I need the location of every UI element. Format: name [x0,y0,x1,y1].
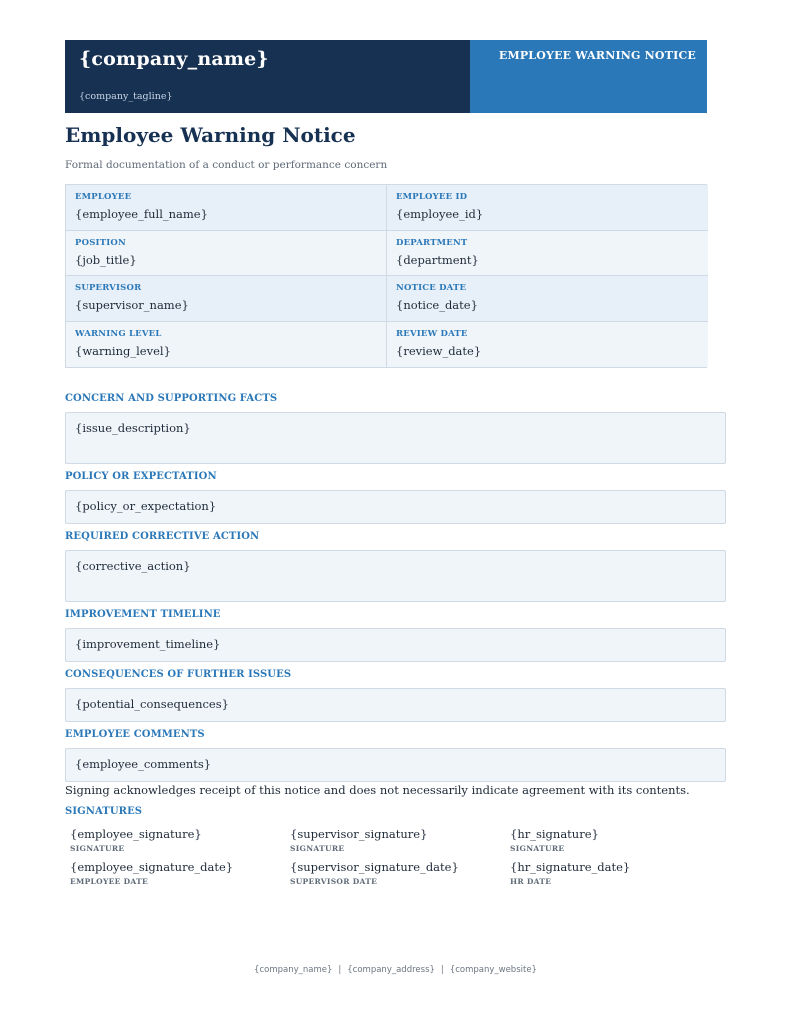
hr-signature: {hr_signature} [510,827,599,841]
signature-caption: SIGNATURE [510,844,565,853]
footer-company-name: {company_name} [254,965,333,975]
info-value: {supervisor_name} [75,298,189,313]
date-caption: SUPERVISOR DATE [290,877,378,886]
header-banner [65,40,707,113]
info-label: WARNING LEVEL [75,328,162,339]
info-label: DEPARTMENT [396,237,468,248]
info-label: POSITION [75,237,126,248]
section-box-concern: {issue_description} [65,412,726,464]
info-value: {department} [396,252,479,267]
acknowledgement-text: Signing acknowledges receipt of this notice and does not necessarily indicate agreement with its contents. [65,783,690,797]
date-caption: HR DATE [510,877,552,886]
info-cell-notice-date [387,276,708,322]
document-type-label: EMPLOYEE WARNING NOTICE [498,49,696,62]
company-name: {company_name} [79,48,269,70]
section-label-improvement-timeline: IMPROVEMENT TIMELINE [65,609,221,620]
info-label: REVIEW DATE [396,328,468,339]
company-tagline: {company_tagline} [79,91,173,102]
supervisor-signature: {supervisor_signature} [290,827,428,841]
header-company-panel [65,40,470,113]
signature-caption: SIGNATURE [70,844,125,853]
employee-signature-date: {employee_signature_date} [70,860,234,874]
info-label: EMPLOYEE ID [396,192,468,202]
section-box-corrective-action: {corrective_action} [65,550,726,602]
signatures-heading: SIGNATURES [65,806,143,817]
supervisor-signature-date: {supervisor_signature_date} [290,860,459,874]
info-label: NOTICE DATE [396,283,467,294]
page-subtitle: Formal documentation of a conduct or performance concern [65,159,388,171]
page-footer [0,965,791,975]
info-value: {employee_id} [396,207,484,221]
section-label-policy: POLICY OR EXPECTATION [65,471,217,482]
section-box-policy: {policy_or_expectation} [65,490,726,524]
signature-block-employee [70,827,285,886]
info-cell-employee-id [387,185,708,231]
footer-separator: | [338,965,342,975]
info-value: {warning_level} [75,343,171,358]
signature-caption: SIGNATURE [290,844,345,853]
section-label-corrective-action: REQUIRED CORRECTIVE ACTION [65,531,260,542]
employee-info-table [65,184,707,368]
info-value: {job_title} [75,252,137,267]
info-value: {employee_full_name} [75,207,208,221]
section-box-consequences: {potential_consequences} [65,688,726,722]
signature-block-supervisor [290,827,505,886]
footer-company-website: {company_website} [449,965,537,975]
info-value: {notice_date} [396,298,478,313]
signature-block-hr [510,827,725,886]
page-title: Employee Warning Notice [65,123,356,147]
section-box-improvement-timeline: {improvement_timeline} [65,628,726,662]
section-box-employee-comments: {employee_comments} [65,748,726,782]
info-cell-employee [66,185,387,231]
date-caption: EMPLOYEE DATE [70,877,148,886]
info-cell-review-date [387,322,708,368]
info-value: {review_date} [396,343,482,358]
section-label-concern: CONCERN AND SUPPORTING FACTS [65,393,278,404]
info-cell-supervisor [66,276,387,322]
info-cell-department [387,231,708,277]
section-label-employee-comments: EMPLOYEE COMMENTS [65,729,205,740]
employee-signature: {employee_signature} [70,827,202,841]
section-label-consequences: CONSEQUENCES OF FURTHER ISSUES [65,669,292,680]
header-label-panel [470,40,707,113]
info-cell-position [66,231,387,277]
hr-signature-date: {hr_signature_date} [510,860,631,874]
footer-company-address: {company_address} [347,965,435,975]
info-cell-warning-level [66,322,387,368]
info-label: SUPERVISOR [75,283,142,294]
footer-separator: | [440,965,444,975]
info-label: EMPLOYEE [75,192,132,202]
